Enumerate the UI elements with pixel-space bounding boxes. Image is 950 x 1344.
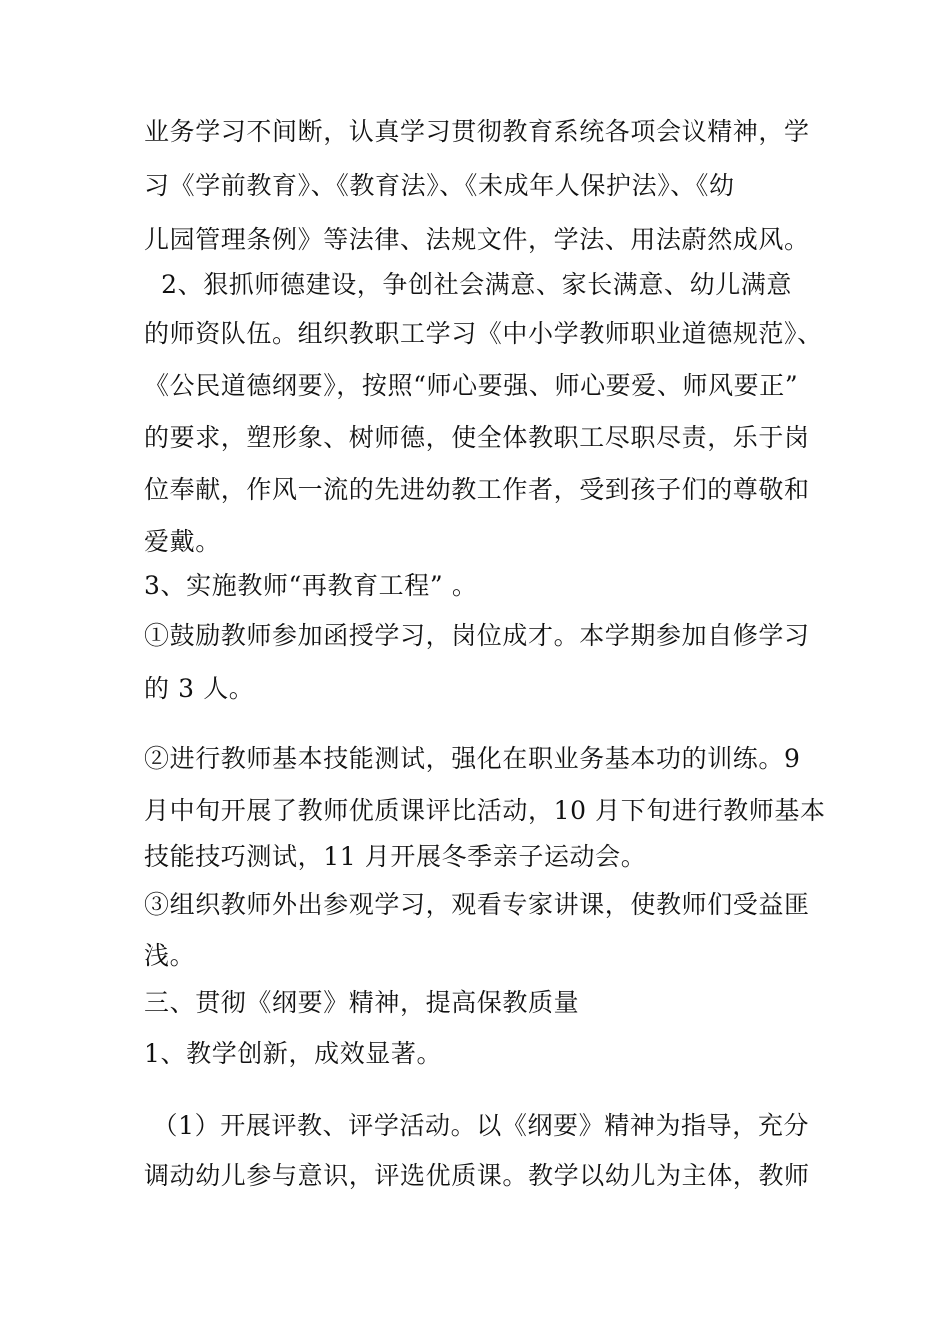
- text-line: 爱戴。: [144, 527, 221, 556]
- text-line: 技能技巧测试，11 月开展冬季亲子运动会。: [144, 842, 647, 871]
- text-line: 的 3 人。: [144, 674, 255, 703]
- text-line: 《公民道德纲要》，按照“师心要强、师心要爱、师风要正”: [144, 371, 799, 400]
- text-line: 2、狠抓师德建设，争创社会满意、家长满意、幼儿满意: [144, 270, 793, 299]
- text-line: 儿园管理条例》等法律、法规文件，学法、用法蔚然成风。: [144, 225, 810, 254]
- text-line: 位奉献，作风一流的先进幼教工作者，受到孩子们的尊敬和: [144, 475, 810, 504]
- text-line: 调动幼儿参与意识，评选优质课。教学以幼儿为主体，教师: [144, 1161, 810, 1190]
- text-line: ③组织教师外出参观学习，观看专家讲课，使教师们受益匪: [144, 890, 810, 919]
- text-line: （1）开展评教、评学活动。以《纲要》精神为指导，充分: [144, 1111, 810, 1140]
- text-line: 的师资队伍。组织教职工学习《中小学教师职业道德规范》、: [144, 319, 823, 348]
- subsection-heading: 1、教学创新，成效显著。: [144, 1039, 443, 1068]
- text-line: 浅。: [144, 941, 196, 970]
- section-heading: 三、贯彻《纲要》精神，提高保教质量: [144, 988, 580, 1017]
- text-line: ①鼓励教师参加函授学习，岗位成才。本学期参加自修学习: [144, 621, 810, 650]
- text-line: 习《学前教育》、《教育法》、《未成年人保护法》、《幼: [144, 171, 735, 200]
- text-line: ②进行教师基本技能测试，强化在职业务基本功的训练。9: [144, 744, 801, 773]
- text-line: 业务学习不间断，认真学习贯彻教育系统各项会议精神，学: [144, 117, 810, 146]
- text-line: 月中旬开展了教师优质课评比活动，10 月下旬进行教师基本: [144, 796, 826, 825]
- text-line: 的要求，塑形象、树师德，使全体教职工尽职尽责，乐于岗: [144, 423, 810, 452]
- text-line: 3、实施教师“再教育工程” 。: [144, 571, 478, 600]
